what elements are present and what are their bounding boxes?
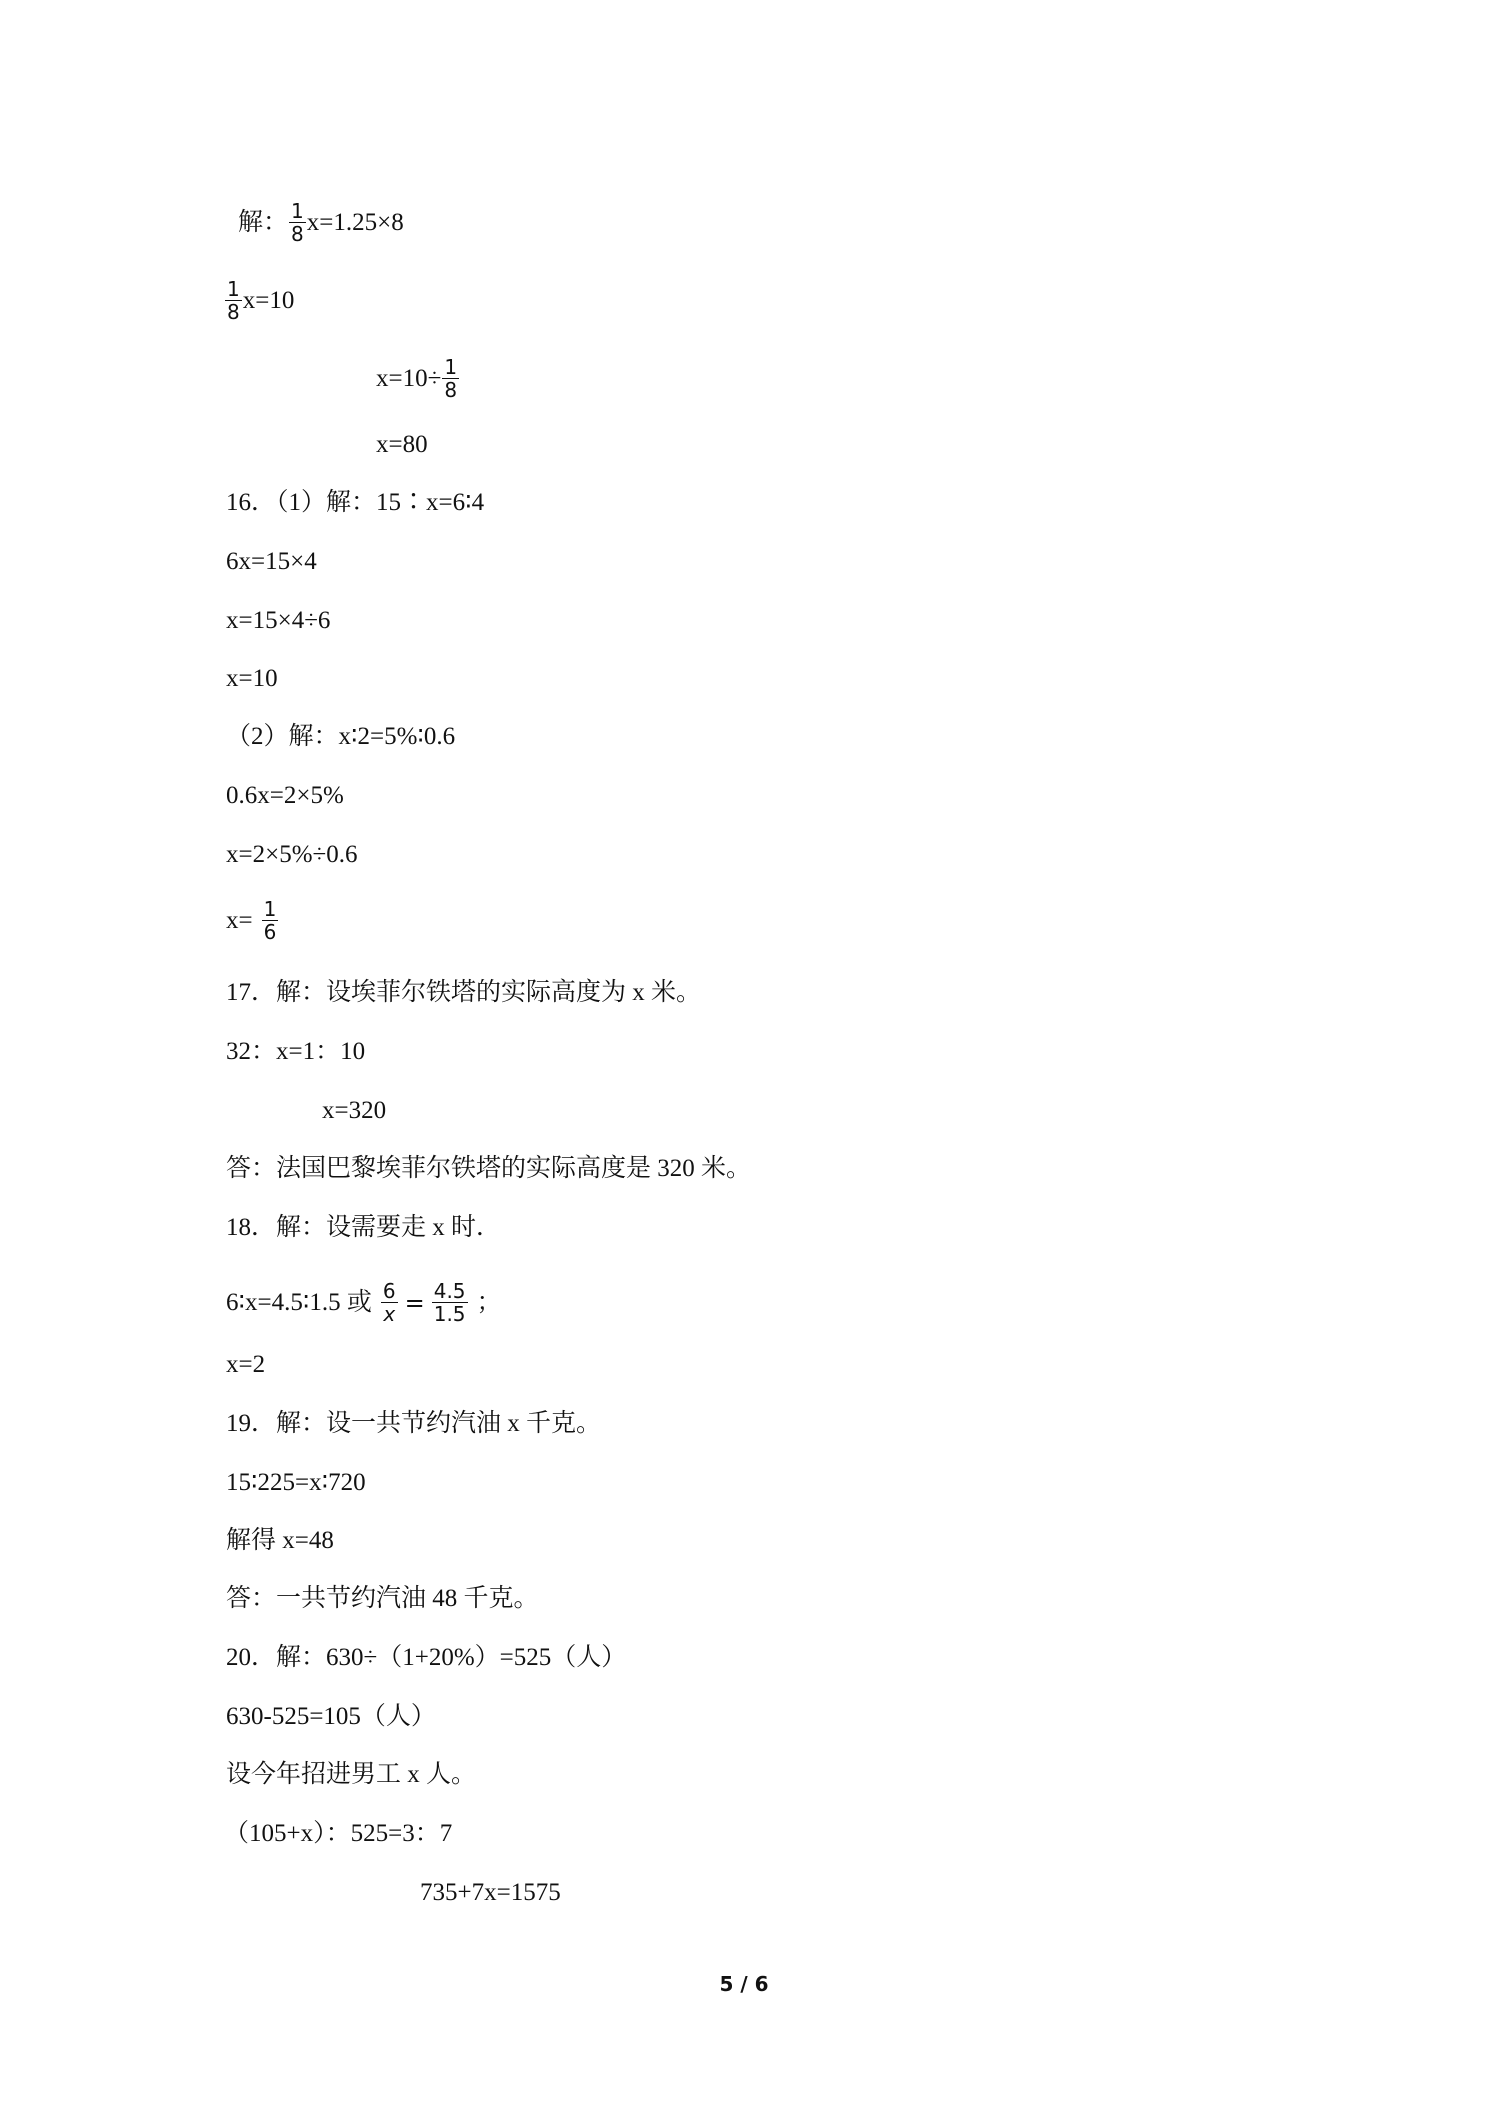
solution-line (226, 1700, 436, 1734)
fraction-denominator: 8 (227, 300, 240, 324)
line-text: 解得 x=48 (226, 1527, 334, 1554)
fraction-numerator: 1 (263, 897, 277, 921)
fraction-numerator: 1 (227, 277, 240, 301)
line-text: x= (226, 906, 253, 934)
solution-line (376, 428, 428, 462)
fraction (432, 1280, 468, 1325)
fraction-numerator: 1 (291, 199, 304, 223)
fraction-denominator: x (383, 1302, 396, 1326)
line-text: 设今年招进男工 x 人。 (226, 1761, 477, 1788)
solution-line (226, 1582, 539, 1616)
fraction (262, 898, 279, 943)
line-text: 17．解：设埃菲尔铁塔的实际高度为 x 米。 (226, 979, 702, 1006)
solution-line (226, 838, 358, 872)
solution-line (226, 1466, 366, 1500)
line-text: ； (476, 1288, 502, 1316)
solution-line (224, 278, 294, 323)
line-text: x=10 (242, 286, 295, 314)
solution-line (226, 545, 317, 579)
page-number: 5 / 6 (719, 1972, 769, 1996)
line-text: 630-525=105（人） (226, 1703, 436, 1730)
fraction (289, 200, 306, 245)
solution-line (322, 1094, 386, 1128)
solution-line (226, 486, 484, 520)
solution-line (226, 1524, 334, 1558)
line-text: x=2×5%÷0.6 (226, 841, 358, 868)
line-text: x=10 (226, 665, 278, 692)
fraction-numerator: 1 (444, 355, 458, 379)
line-text: x=320 (322, 1097, 387, 1124)
solution-line (420, 1876, 561, 1910)
fraction-denominator: 1.5 (433, 1302, 466, 1326)
fraction (381, 1280, 398, 1325)
line-text: 19．解：设一共节约汽油 x 千克。 (226, 1410, 602, 1437)
solution-line (226, 1641, 626, 1675)
line-text: 15∶225=x∶720 (226, 1469, 366, 1496)
line-text: （105+x）：525=3：7 (224, 1820, 453, 1847)
line-text: 答：法国巴黎埃菲尔铁塔的实际高度是 320 米。 (226, 1155, 752, 1182)
line-text: x=10÷ (376, 364, 442, 392)
solution-line (226, 1758, 476, 1792)
solution-line (226, 1211, 501, 1245)
line-text: x=2 (226, 1351, 266, 1378)
line-text: 735+7x=1575 (420, 1879, 561, 1906)
fraction-denominator: 6 (263, 920, 277, 944)
solution-line (226, 976, 701, 1010)
solution-line (226, 1280, 502, 1325)
equals-sign: = (404, 1288, 425, 1317)
fraction-numerator: 6 (382, 1279, 396, 1303)
solution-line (224, 1817, 452, 1851)
fraction-denominator: 8 (291, 222, 304, 246)
line-text: 6x=15×4 (226, 548, 317, 575)
line-text: 32：x=1：10 (226, 1038, 366, 1065)
line-text: 16．（1）解：15∶x=6∶4 (226, 489, 485, 516)
solution-line (226, 604, 330, 638)
fraction (442, 356, 459, 401)
solution-line (226, 1152, 751, 1186)
line-text: x=15×4÷6 (226, 607, 331, 634)
solution-line (226, 1035, 365, 1069)
line-text: 18．解：设需要走 x 时． (226, 1214, 502, 1241)
solution-line (226, 1348, 265, 1382)
fraction-numerator: 4.5 (433, 1279, 466, 1303)
solution-line (376, 356, 460, 401)
line-text: （2）解：x∶2=5%∶0.6 (226, 723, 456, 750)
solution-line (226, 720, 455, 754)
solution-line (238, 200, 404, 245)
line-text: 答：一共节约汽油 48 千克。 (226, 1585, 539, 1612)
solution-line (226, 662, 278, 696)
fraction-denominator: 8 (444, 378, 458, 402)
solution-line (226, 1407, 601, 1441)
line-text: 6∶x=4.5∶1.5 或 (226, 1288, 372, 1316)
line-text: 0.6x=2×5% (226, 782, 344, 809)
line-text: 20．解：630÷（1+20%）=525（人） (226, 1644, 627, 1671)
solution-line (226, 779, 344, 813)
line-text: x=80 (376, 431, 428, 458)
line-text: 解： (238, 208, 289, 236)
line-text: x=1.25×8 (306, 208, 404, 236)
solution-line (226, 898, 279, 943)
fraction (225, 278, 242, 323)
